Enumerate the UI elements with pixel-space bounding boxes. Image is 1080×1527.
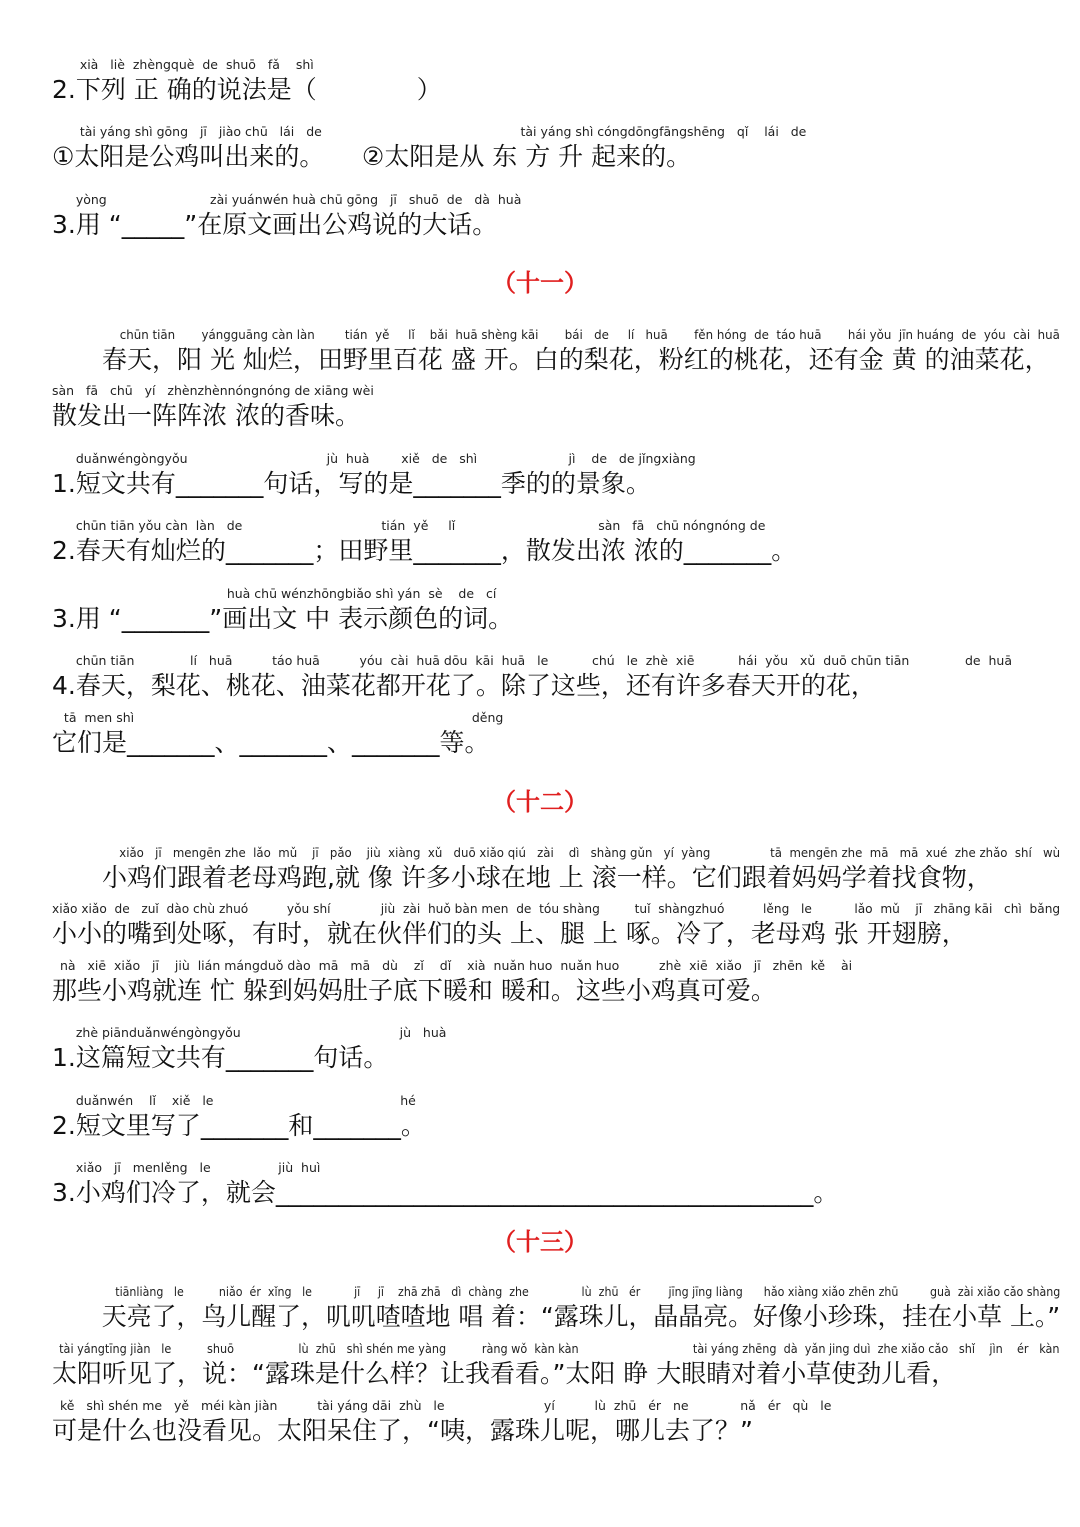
pinyin: chūn tiān yángguāng càn làn tián yě lǐ bǎi huā shèng kāi bái de lí huā fěn hóng de táo huā hái yǒu jīn huáng de yóu cài huā [52,327,1060,342]
pinyin: sàn fā chū yí zhènzhènnóngnóng de xiāng wèi [52,383,374,398]
pinyin: tài yángtīng jiàn le shuō lù zhū shì shén me yàng ràng wǒ kàn kàn tài yáng zhēng dà yǎn jing duì zhe xiǎo cǎo shǐ jìn ér kàn [52,1341,1060,1356]
question-text: 2.短文里写了_______和_______。 [52,1111,426,1140]
passage-text: 小小的嘴到处啄，有时，就在伙伴们的头 上、腿 上 啄。冷了，老母鸡 张 开翅膀， [52,919,967,948]
pinyin: chūn tiān lí huā táo huā yóu cài huā dōu kāi huā le chú le zhè xiē hái yǒu xǔ duō chūn tiān de huā [52,653,1013,668]
pinyin: xiǎo jī menlěng le jiù huì [52,1160,321,1175]
pinyin: xiǎo xiǎo de zuǐ dào chù zhuó yǒu shí jiù zài huǒ bàn men de tóu shàng tuǐ shàngzhuó lěng le lǎo mǔ jī zhāng kāi chì bǎng [52,901,1061,916]
question-text: 3.用 “_______”画出文 中 表示颜色的词。 [52,604,514,633]
pinyin: yòng zài yuánwén huà chū gōng jī shuō de dà huà [52,192,522,207]
question-text: 1.这篇短文共有_______句话。 [52,1043,389,1072]
pinyin: kě shì shén me yě méi kàn jiàn tài yáng dāi zhù le yí lù zhū ér ne nǎ ér qù le [52,1398,832,1413]
question-text: 3.用 “_____”在原文画出公鸡说的大话。 [52,210,498,239]
question-text: 4.春天，梨花、桃花、油菜花都开花了。除了这些，还有许多春天开的花， [52,671,876,700]
passage-text: 小鸡们跟着老母鸡跑,就 像 许多小球在地 上 滚一样。它们跟着妈妈学着找食物， [52,863,992,892]
pinyin: tài yáng shì gōng jī jiào chū lái de tài yáng shì cóngdōngfāngshēng qǐ lái de [52,124,807,139]
passage-text: 太阳听见了，说：“露珠是什么样？让我看看。”太阳 睁 大眼睛对着小草使劲儿看， [52,1359,957,1388]
options-text: ①太阳是公鸡叫出来的。 ②太阳是从 东 方 升 起来的。 [52,142,692,171]
pinyin: zhè piānduǎnwéngòngyǒu jù huà [52,1025,447,1040]
pinyin: duǎnwéngòngyǒu jù huà xiě de shì jì de de jǐngxiàng [52,451,696,466]
pinyin: xià liè zhèngquè de shuō fǎ shì [52,57,314,72]
pinyin: xiǎo jī mengēn zhe lǎo mǔ jī pǎo jiù xiàng xǔ duō xiǎo qiú zài dì shàng gǔn yí yàng tā mengēn zhe mā mā xué zhe zhǎo shí wù [52,845,1061,860]
question-text: 它们是_______、_______、_______等。 [52,728,490,757]
pinyin: tā men shì děng [52,710,504,725]
section-title-11: （十一） [492,269,588,297]
passage-text: 散发出一阵阵浓 浓的香味。 [52,401,360,430]
passage-text: 春天，阳 光 灿烂，田野里百花 盛 开。白的梨花，粉红的桃花，还有金 黄 的油菜花， [52,345,1050,374]
passage-text: 天亮了，鸟儿醒了，叽叽喳喳地 唱 着：“露珠儿，晶晶亮。好像小珍珠，挂在小草 上。” [52,1302,1061,1331]
section-title-12: （十二） [492,788,588,816]
pinyin: tiānliàng le niǎo ér xǐng le jī jī zhā zhā dì chàng zhe lù zhū ér jīng jīng liàng hǎo xiàng xiǎo zhēn zhū guà zài xiǎo cǎo shàng [52,1284,1061,1299]
question-text: 2.春天有灿烂的_______；田野里_______，散发出浓 浓的_______。 [52,536,797,565]
passage-text: 可是什么也没看见。太阳呆住了，“咦，露珠儿呢，哪儿去了？” [52,1416,753,1445]
question-text: 3.小鸡们冷了，就会___________________________________________。 [52,1178,839,1207]
question-text: 2.下列 正 确的说法是（ ） [52,75,442,104]
pinyin: chūn tiān yǒu càn làn de tián yě lǐ sàn fā chū nóngnóng de [52,518,766,533]
question-text: 1.短文共有_______句话，写的是_______季的的景象。 [52,469,651,498]
pinyin: huà chū wénzhōngbiǎo shì yán sè de cí [52,586,497,601]
pinyin: duǎnwén lǐ xiě le hé [52,1093,416,1108]
pinyin: nà xiē xiǎo jī jiù lián mángduǒ dào mā mā dù zǐ dǐ xià nuǎn huo nuǎn huo zhè xiē xiǎo jī zhēn kě ài [52,958,853,973]
passage-text: 那些小鸡就连 忙 躲到妈妈肚子底下暖和 暖和。这些小鸡真可爱。 [52,976,776,1005]
section-title-13: （十三） [492,1228,588,1256]
